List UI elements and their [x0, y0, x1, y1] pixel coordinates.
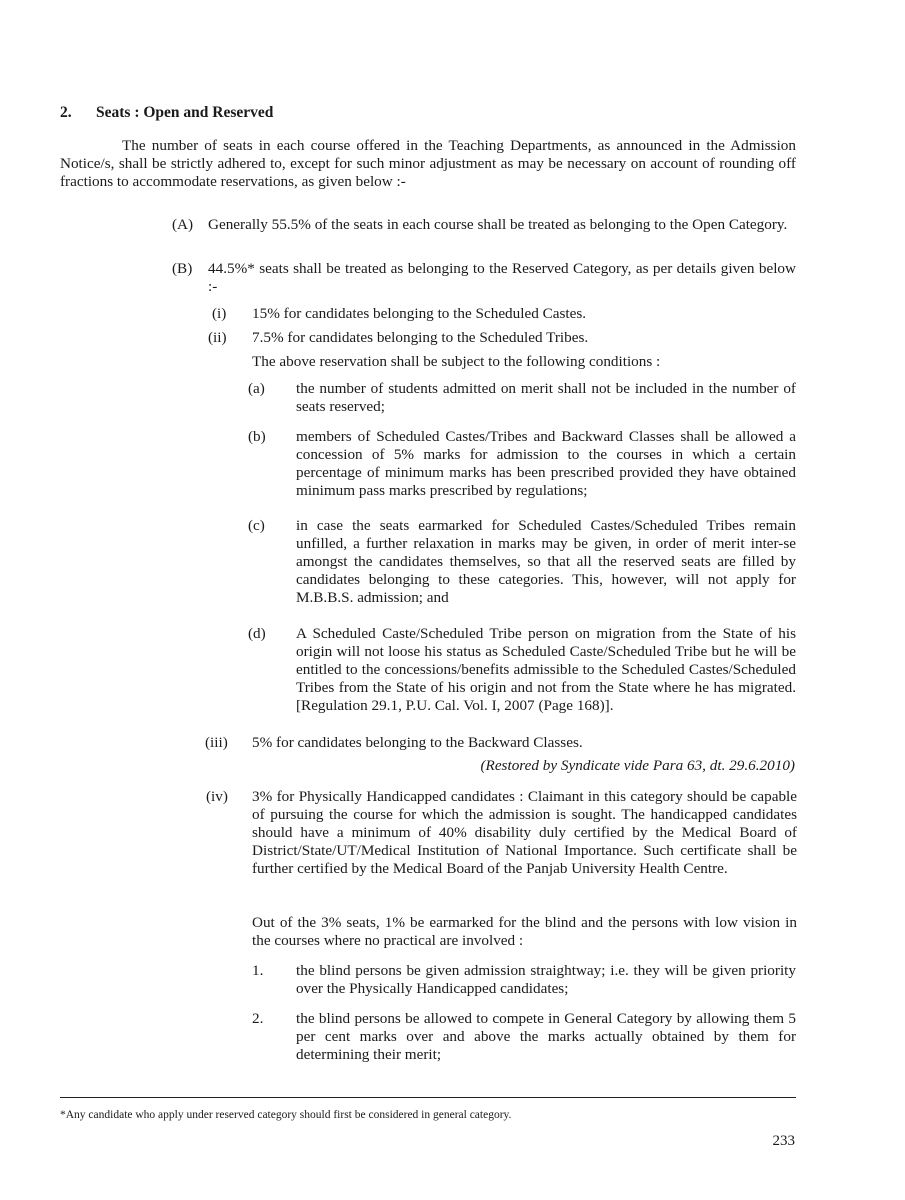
footnote: *Any candidate who apply under reserved category should first be considered in general category. [60, 1109, 512, 1121]
item-a-text: Generally 55.5% of the seats in each course shall be treated as belonging to the Open Category. [208, 216, 788, 233]
page-number: 233 [772, 1133, 795, 1149]
conditions-intro-text: The above reservation shall be subject to the following conditions : [252, 353, 661, 370]
condition-c-label: (c) [248, 517, 265, 534]
intro-paragraph [60, 137, 796, 191]
blind-point-1-text: the blind persons be given admission straightway; i.e. they will be given priority over the Physically Handicapped candidates; [296, 962, 796, 997]
section-title: Seats : Open and Reserved [96, 104, 274, 121]
item-i-text: 15% for candidates belonging to the Scheduled Castes. [252, 305, 587, 322]
item-a-label: (A) [172, 216, 194, 233]
blind-intro-text: Out of the 3% seats, 1% be earmarked for the blind and the persons with low vision in the courses where no practical are involved : [252, 914, 797, 949]
section-number: 2. [60, 104, 72, 121]
condition-d-text: A Scheduled Caste/Scheduled Tribe person on migration from the State of his origin will not loose his status as Scheduled Caste/Scheduled Tribe but he will be entitled to the concessions/benefits admissible to the Scheduled Castes/Scheduled Tribes from the State of his origin and not from the State where he has migrated. [Regulation 29.1, P.U. Cal. Vol. I, 2007 (Page 168)]. [296, 625, 796, 714]
condition-c-text: in case the seats earmarked for Scheduled Castes/Scheduled Tribes remain unfilled, a further relaxation in marks may be given, in order of merit inter-se amongst the candidates themselves, so that all the reserved seats are filled by candidates belonging to these categories. This, however, will not apply for M.B.B.S. admission; and [296, 517, 796, 606]
item-iv-label: (iv) [206, 788, 228, 805]
footnote-divider [60, 1097, 796, 1098]
blind-point-2-label: 2. [252, 1010, 264, 1027]
item-iv-paragraph: 3% for Physically Handicapped candidates : Claimant in this category should be capable of pursuing the course for which the admission is sought. The handicapped candidates should have a minimum of 40% disability duly certified by the Medical Board of District/State/UT/Medical Institution of National Importance. Such certificate shall be further certified by the Medical Board of the Panjab University Health Centre. [252, 788, 797, 877]
item-b-label: (B) [172, 260, 193, 277]
condition-b-label: (b) [248, 428, 266, 445]
item-b-text: 44.5%* seats shall be treated as belonging to the Reserved Category, as per details given below :- [208, 260, 796, 295]
item-ii-text: 7.5% for candidates belonging to the Scheduled Tribes. [252, 329, 589, 346]
condition-a-label: (a) [248, 380, 265, 397]
item-i-label: (i) [212, 305, 227, 322]
citation: (Restored by Syndicate vide Para 63, dt. 29.6.2010) [480, 757, 795, 774]
blind-point-1-label: 1. [252, 962, 264, 979]
section-heading [60, 104, 273, 122]
condition-d-label: (d) [248, 625, 266, 642]
intro-text: The number of seats in each course offered in the Teaching Departments, as announced in the Admission Notice/s, shall be strictly adhered to, except for such minor adjustment as may be necessary on account of rounding off fractions to accommodate reservations, as given below :- [60, 137, 796, 190]
item-ii-label: (ii) [208, 329, 227, 346]
item-iii-label: (iii) [205, 734, 228, 751]
item-iii-text: 5% for candidates belonging to the Backward Classes. [252, 734, 583, 751]
item-iv-text [252, 788, 797, 878]
condition-a-text: the number of students admitted on merit shall not be included in the number of seats reserved; [296, 380, 796, 415]
blind-point-2-text: the blind persons be allowed to compete in General Category by allowing them 5 per cent marks over and above the marks actually obtained by them for determining their merit; [296, 1010, 796, 1063]
condition-b-text: members of Scheduled Castes/Tribes and Backward Classes shall be allowed a concession of 5% marks for admission to the courses in which a certain percentage of minimum marks has been prescribed provided they have obtained minimum pass marks prescribed by regulations; [296, 428, 796, 499]
